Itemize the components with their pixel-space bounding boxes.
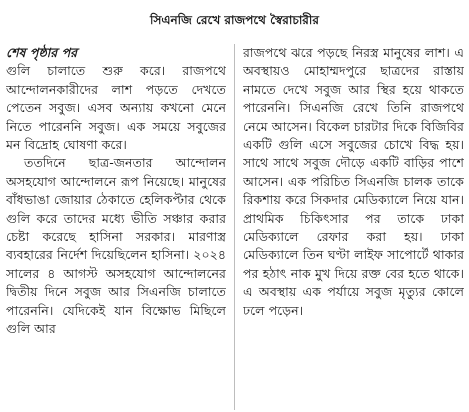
article-body [6,44,464,410]
paragraph: রাজপথে ঝরে পড়ছে নিরস্ত্র মানুষের লাশ। এ অবস্থায়ও মোহাম্মদপুরে ছাত্রদের রাস্তায় নামতে দেখে সবুজ আর স্থির হয়ে থাকতে পারেননি। সিএনজি রেখে তিনি রাজপথে নেমে আসেন। বিকেল চারটার দিকে বিজিবির একটি গুলি এসে সবুজের চোখে বিদ্ধ হয়। সাথে সাথে সবুজ দৌড়ে একটি বাড়ির পাশে আসেন। এক পরিচিত সিএনজি চালক তাকে রিকশায় করে সিকদার মেডিক্যালে নিয়ে যান। প্রাথমিক চিকিৎসার পর তাকে ঢাকা মেডিক্যালে রেফার করা হয়। ঢাকা মেডিক্যালে তিন ঘণ্টা লাইফ সাপোর্টে থাকার পর হঠাৎ নাক মুখ দিয়ে রক্ত বের হতে থাকে। এ অবস্থায় এক পর্যায়ে সবুজ মৃত্যুর কোলে ঢলে পড়েন। [243,45,464,318]
headline: সিএনজি রেখে রাজপথে স্বৈরাচারীর [150,13,319,27]
paragraph: গুলি চালাতে শুরু করে। রাজপথে আন্দোলনকারীদের লাশ পড়তে দেখতে পেতেন সবুজ। এসব অন্যায় কখনো মেনে নিতে পারেননি সবুজ। এক সময়ে সবুজের মন বিদ্রোহ ঘোষণা করে। [6,63,226,153]
continued-from-label: শেষ পৃষ্ঠার পর [6,45,78,60]
article-column-left [6,44,226,410]
column-divider [234,44,235,410]
paragraph: ততদিনে ছাত্র-জনতার আন্দোলন অসহযোগ আন্দোলনে রূপ নিয়েছে। মানুষের বাঁধভাঙা জোয়ার ঠেকাতে হেলিকপ্টার থেকে গুলি করে তাদের মধ্যে ভীতি সঞ্চার করার চেষ্টা করেছে হাসিনা সরকার। মারণাস্ত্র ব্যবহারের নির্দেশ দিয়েছিলেন হাসিনা। ২০২৪ সালের ৪ আগস্ট অসহযোগ আন্দোলনের দ্বিতীয় দিনে সবুজ আর সিএনজি চালাতে পারেননি। যেদিকেই যান বিক্ষোভ মিছিলে গুলি আর [6,155,226,337]
article-column-right [243,44,464,410]
